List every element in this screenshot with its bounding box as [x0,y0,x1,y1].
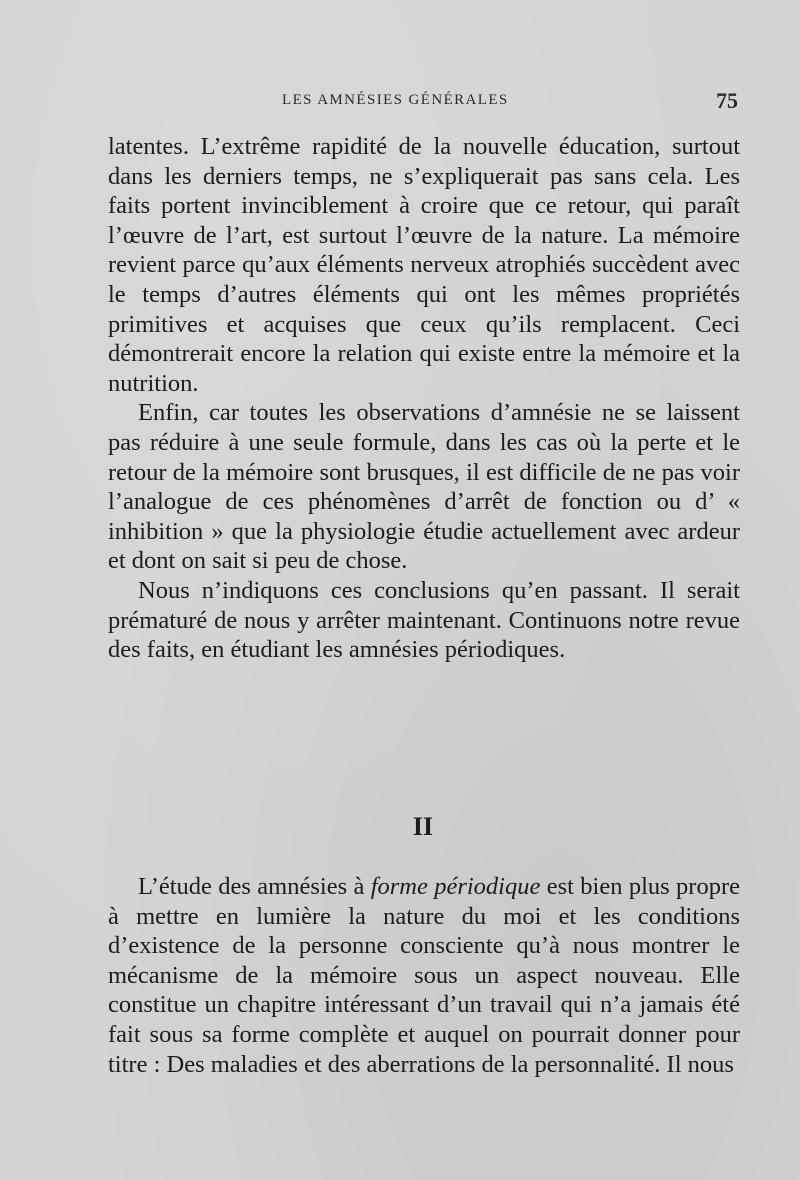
paragraph-continuation: latentes. L’extrême rapidité de la nouvelle éducation, surtout dans les derniers temps, ne s’expliquerait pas sans cela. Les faits portent invinciblement à croire que ce retour, qui paraît l’œuvre de l’art, est surtout l’œuvre de la nature. La mémoire revient parce qu’aux éléments nerveux atrophiés succèdent avec le temps d’autres éléments qui ont les mêmes propriétés primitives et acquises que ceux qu’ils remplacent. Ceci démontrerait encore la relation qui existe entre la mémoire et la nutrition. [108,133,740,397]
section-heading: II [412,812,434,841]
emphasis-forme-periodique: forme périodique [370,873,541,900]
paragraph-enfin: Enfin, car toutes les observations d’amnésie ne se laissent pas réduire à une seule formule, dans les cas où la perte et le retour de la mémoire sont brusques, il est difficile de ne pas voir l’analogue de ces phénomènes d’arrêt de fonction ou d’ « inhibition » que la physiologie étudie actuellement avec ardeur et dont on sait si peu de chose. [108,399,740,575]
running-title: LES AMNÉSIES GÉNÉRALES [282,92,509,108]
page-number: 75 [716,88,738,113]
paragraph-nous-indiquons: Nous n’indiquons ces conclusions qu’en passant. Il serait prématuré de nous y arrêter maintenant. Continuons notre revue des faits, en étudiant les amnésies périodiques. [108,576,740,664]
text-block-part2 [108,872,740,1079]
text-block-part1 [108,132,740,665]
running-head [282,90,738,120]
paragraph-etude [108,872,740,1079]
paragraph-etude-start: L’étude des amnésies à [138,873,371,900]
paragraph-etude-rest: est bien plus propre à mettre en lumière la nature du moi et les conditions d’existence de la personne consciente qu’à nous montrer le mécanisme de la mémoire sous un aspect nouveau. Elle constitue un chapitre intéressant d’un travail qui n’a jamais été fait sous sa forme complète et auquel on pourrait donner pour titre : Des maladies et des aberrations de la personnalité. Il nous [108,873,740,1078]
